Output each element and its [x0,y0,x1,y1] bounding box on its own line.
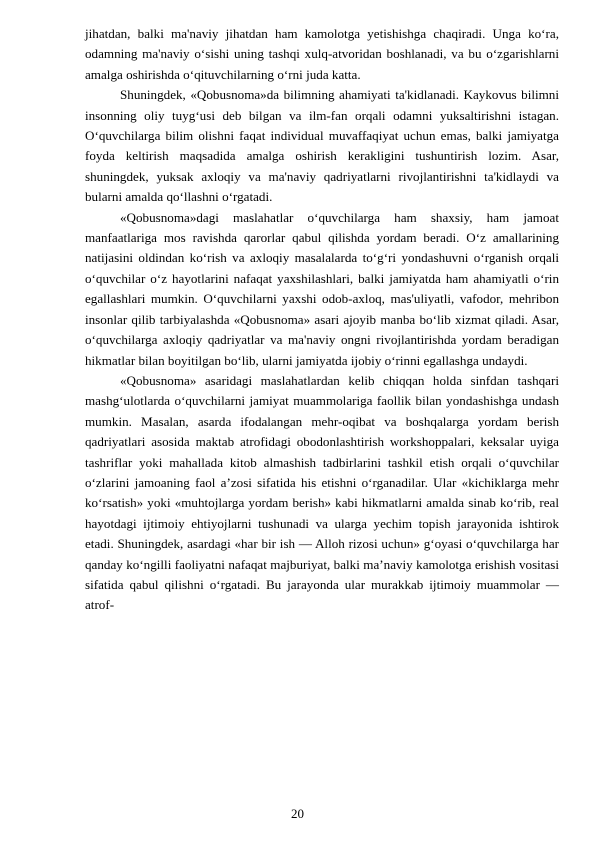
paragraph-2: Shuningdek, «Qobusnoma»da bilimning ahamiyati ta'kidlanadi. Kaykovus bilimni insonning oliy tuyg‘usi deb bilgan va ilm-fan orqali odamni yuksaltirishni istagan. O‘quvchilarga bilim olishni faqat individual muvaffaqiyat uchun emas, balki jamiyatga foyda keltirish maqsadida amalga oshirish kerakligini tushuntirish lozim. Asar, shuningdek, yuksak axloqiy va ma'naviy qadriyatlarni rivojlantirishni ta'kidlaydi va bularni amalda qo‘llashni o‘rgatadi. [85,87,559,205]
page-number: 20 [291,806,304,821]
paragraph-4: «Qobusnoma» asaridagi maslahatlardan kelib chiqqan holda sinfdan tashqari mashg‘ulotlarda o‘quvchilarni jamiyat muammolariga faollik bilan yondashishga undash mumkin. Masalan, asarda ifodalangan mehr-oqibat va boshqalarga yordam berish qadriyatlari asosida maktab atrofidagi obodonlashtirish workshoppalari, keksalar uyiga tashriflar yoki mahallada kitob almashish tadbirlarini tashkil etish orqali o‘quvchilar o‘zlarini jamoaning faol a’zosi sifatida his etishni o‘rganadilar. Ular «kichiklarga mehr ko‘rsatish» yoki «muhtojlarga yordam berish» kabi hikmatlarni amalda sinab ko‘rib, real hayotdagi ijtimoiy ehtiyojlarni tushunadi va ularga yechim topish jarayonida ishtirok etadi. Shuningdek, asardagi «har bir ish — Alloh rizosi uchun» g‘oyasi o‘quvchilarga har qanday ko‘ngilli faoliyatni nafaqat majburiyat, balki ma’naviy kamolotga erishish vositasi sifatida qabul qilishni o‘rgatadi. Bu jarayonda ular murakkab ijtimoiy muammolar — atrof- [85,372,559,613]
paragraph-1: jihatdan, balki ma'naviy jihatdan ham kamolotga yetishishga chaqiradi. Unga ko‘ra, odamning ma'naviy o‘sishi uning tashqi xulq-atvoridan boshlanadi, va bu o‘zgarishlarni amalga oshirishda o‘qituvchilarning o‘rni juda katta. [85,26,559,82]
document-page [85,24,559,616]
paragraph-3: «Qobusnoma»dagi maslahatlar o‘quvchilarga ham shaxsiy, ham jamoat manfaatlariga mos ravishda qarorlar qabul qilishda yordam beradi. O‘z amallarining natijasini oldindan ko‘rish va axloqiy masalalarda to‘g‘ri yondashuvni o‘rganish orqali o‘quvchilar o‘z hayotlarini nafaqat yaxshilashlari, balki jamiyatda ham ahamiyatli o‘rin egallashlari mumkin. O‘quvchilarni yaxshi odob-axloq, mas'uliyatli, vafodor, mehribon insonlar qilib tarbiyalashda «Qobusnoma» asari ajoyib manba bo‘lib xizmat qiladi. Asar, o‘quvchilarga axloqiy qadriyatlar va ma'naviy ongni rivojlantirishda yordam beradigan hikmatlar bilan boyitilgan bo‘lib, ularni jamiyatda ijobiy o‘rinni egallashga undaydi. [85,209,559,368]
